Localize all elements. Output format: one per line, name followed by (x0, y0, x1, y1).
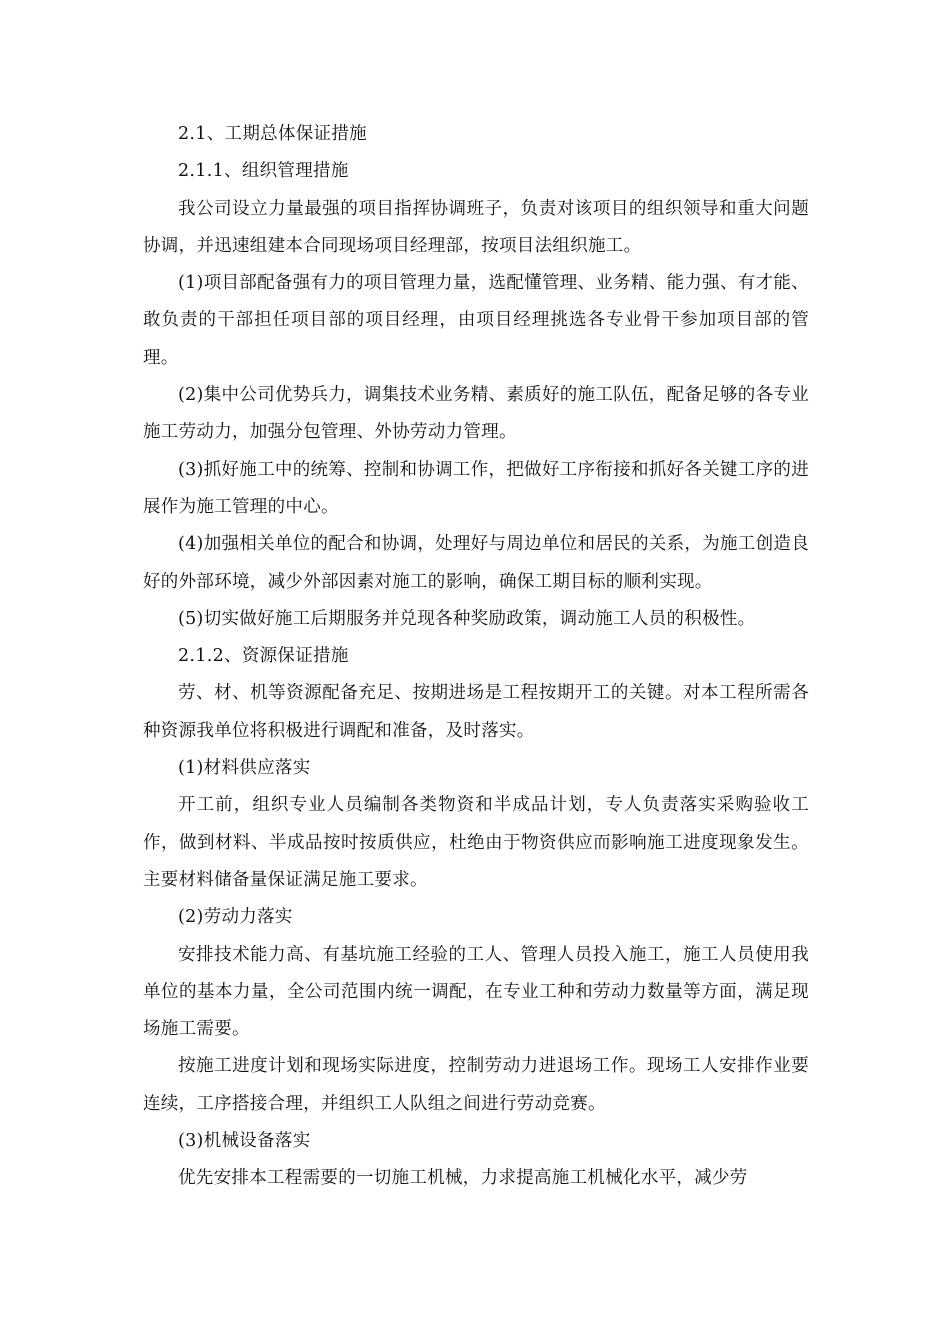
list-item-4: (4)加强相关单位的配合和协调，处理好与周边单位和居民的关系，为施工创造良好的外部环境，减少外部因素对施工的影响，确保工期目标的顺利实现。 (143, 534, 809, 592)
body-paragraph: 开工前，组织专业人员编制各类物资和半成品计划，专人负责落实采购验收工作，做到材料、半成品按时按质供应，杜绝由于物资供应而影响施工进度现象发生。主要材料储备量保证满足施工要求。 (143, 795, 809, 890)
body-paragraph: 劳、材、机等资源配备充足、按期进场是工程按期开工的关键。对本工程所需各种资源我单位将积极进行调配和准备，及时落实。 (143, 683, 809, 741)
item-heading-materials: (1)材料供应落实 (178, 758, 311, 779)
body-paragraph: 安排技术能力高、有基坑施工经验的工人、管理人员投入施工，施工人员使用我单位的基本力量，全公司范围内统一调配，在专业工种和劳动力数量等方面，满足现场施工需要。 (143, 944, 809, 1040)
subsection-heading-2-1-1: 2.1.1、组织管理措施 (178, 161, 349, 182)
section-heading-2-1: 2.1、工期总体保证措施 (178, 124, 367, 144)
body-paragraph: 优先安排本工程需要的一切施工机械，力求提高施工机械化水平，减少劳 (178, 1168, 748, 1189)
list-item-2: (2)集中公司优势兵力，调集技术业务精、素质好的施工队伍，配备足够的各专业施工劳动力，加强分包管理、外协劳动力管理。 (143, 385, 809, 443)
body-paragraph: 我公司设立力量最强的项目指挥协调班子，负责对该项目的组织领导和重大问题协调，并迅速组建本合同现场项目经理部，按项目法组织施工。 (143, 198, 809, 256)
item-heading-labor: (2)劳动力落实 (178, 907, 293, 928)
body-paragraph: 按施工进度计划和现场实际进度，控制劳动力进退场工作。现场工人安排作业要连续，工序搭接合理，并组织工人队组之间进行劳动竞赛。 (143, 1056, 809, 1114)
list-item-5: (5)切实做好施工后期服务并兑现各种奖励政策，调动施工人员的积极性。 (178, 608, 756, 629)
subsection-heading-2-1-2: 2.1.2、资源保证措施 (178, 646, 349, 667)
list-item-3: (3)抓好施工中的统筹、控制和协调工作，把做好工序衔接和抓好各关键工序的进展作为施工管理的中心。 (143, 459, 809, 517)
item-heading-machinery: (3)机械设备落实 (178, 1131, 311, 1152)
list-item-1: (1)项目部配备强有力的项目管理力量，选配懂管理、业务精、能力强、有才能、敢负责的干部担任项目部的项目经理，由项目经理挑选各专业骨干参加项目部的管理。 (143, 273, 809, 368)
document-page (143, 116, 809, 1198)
